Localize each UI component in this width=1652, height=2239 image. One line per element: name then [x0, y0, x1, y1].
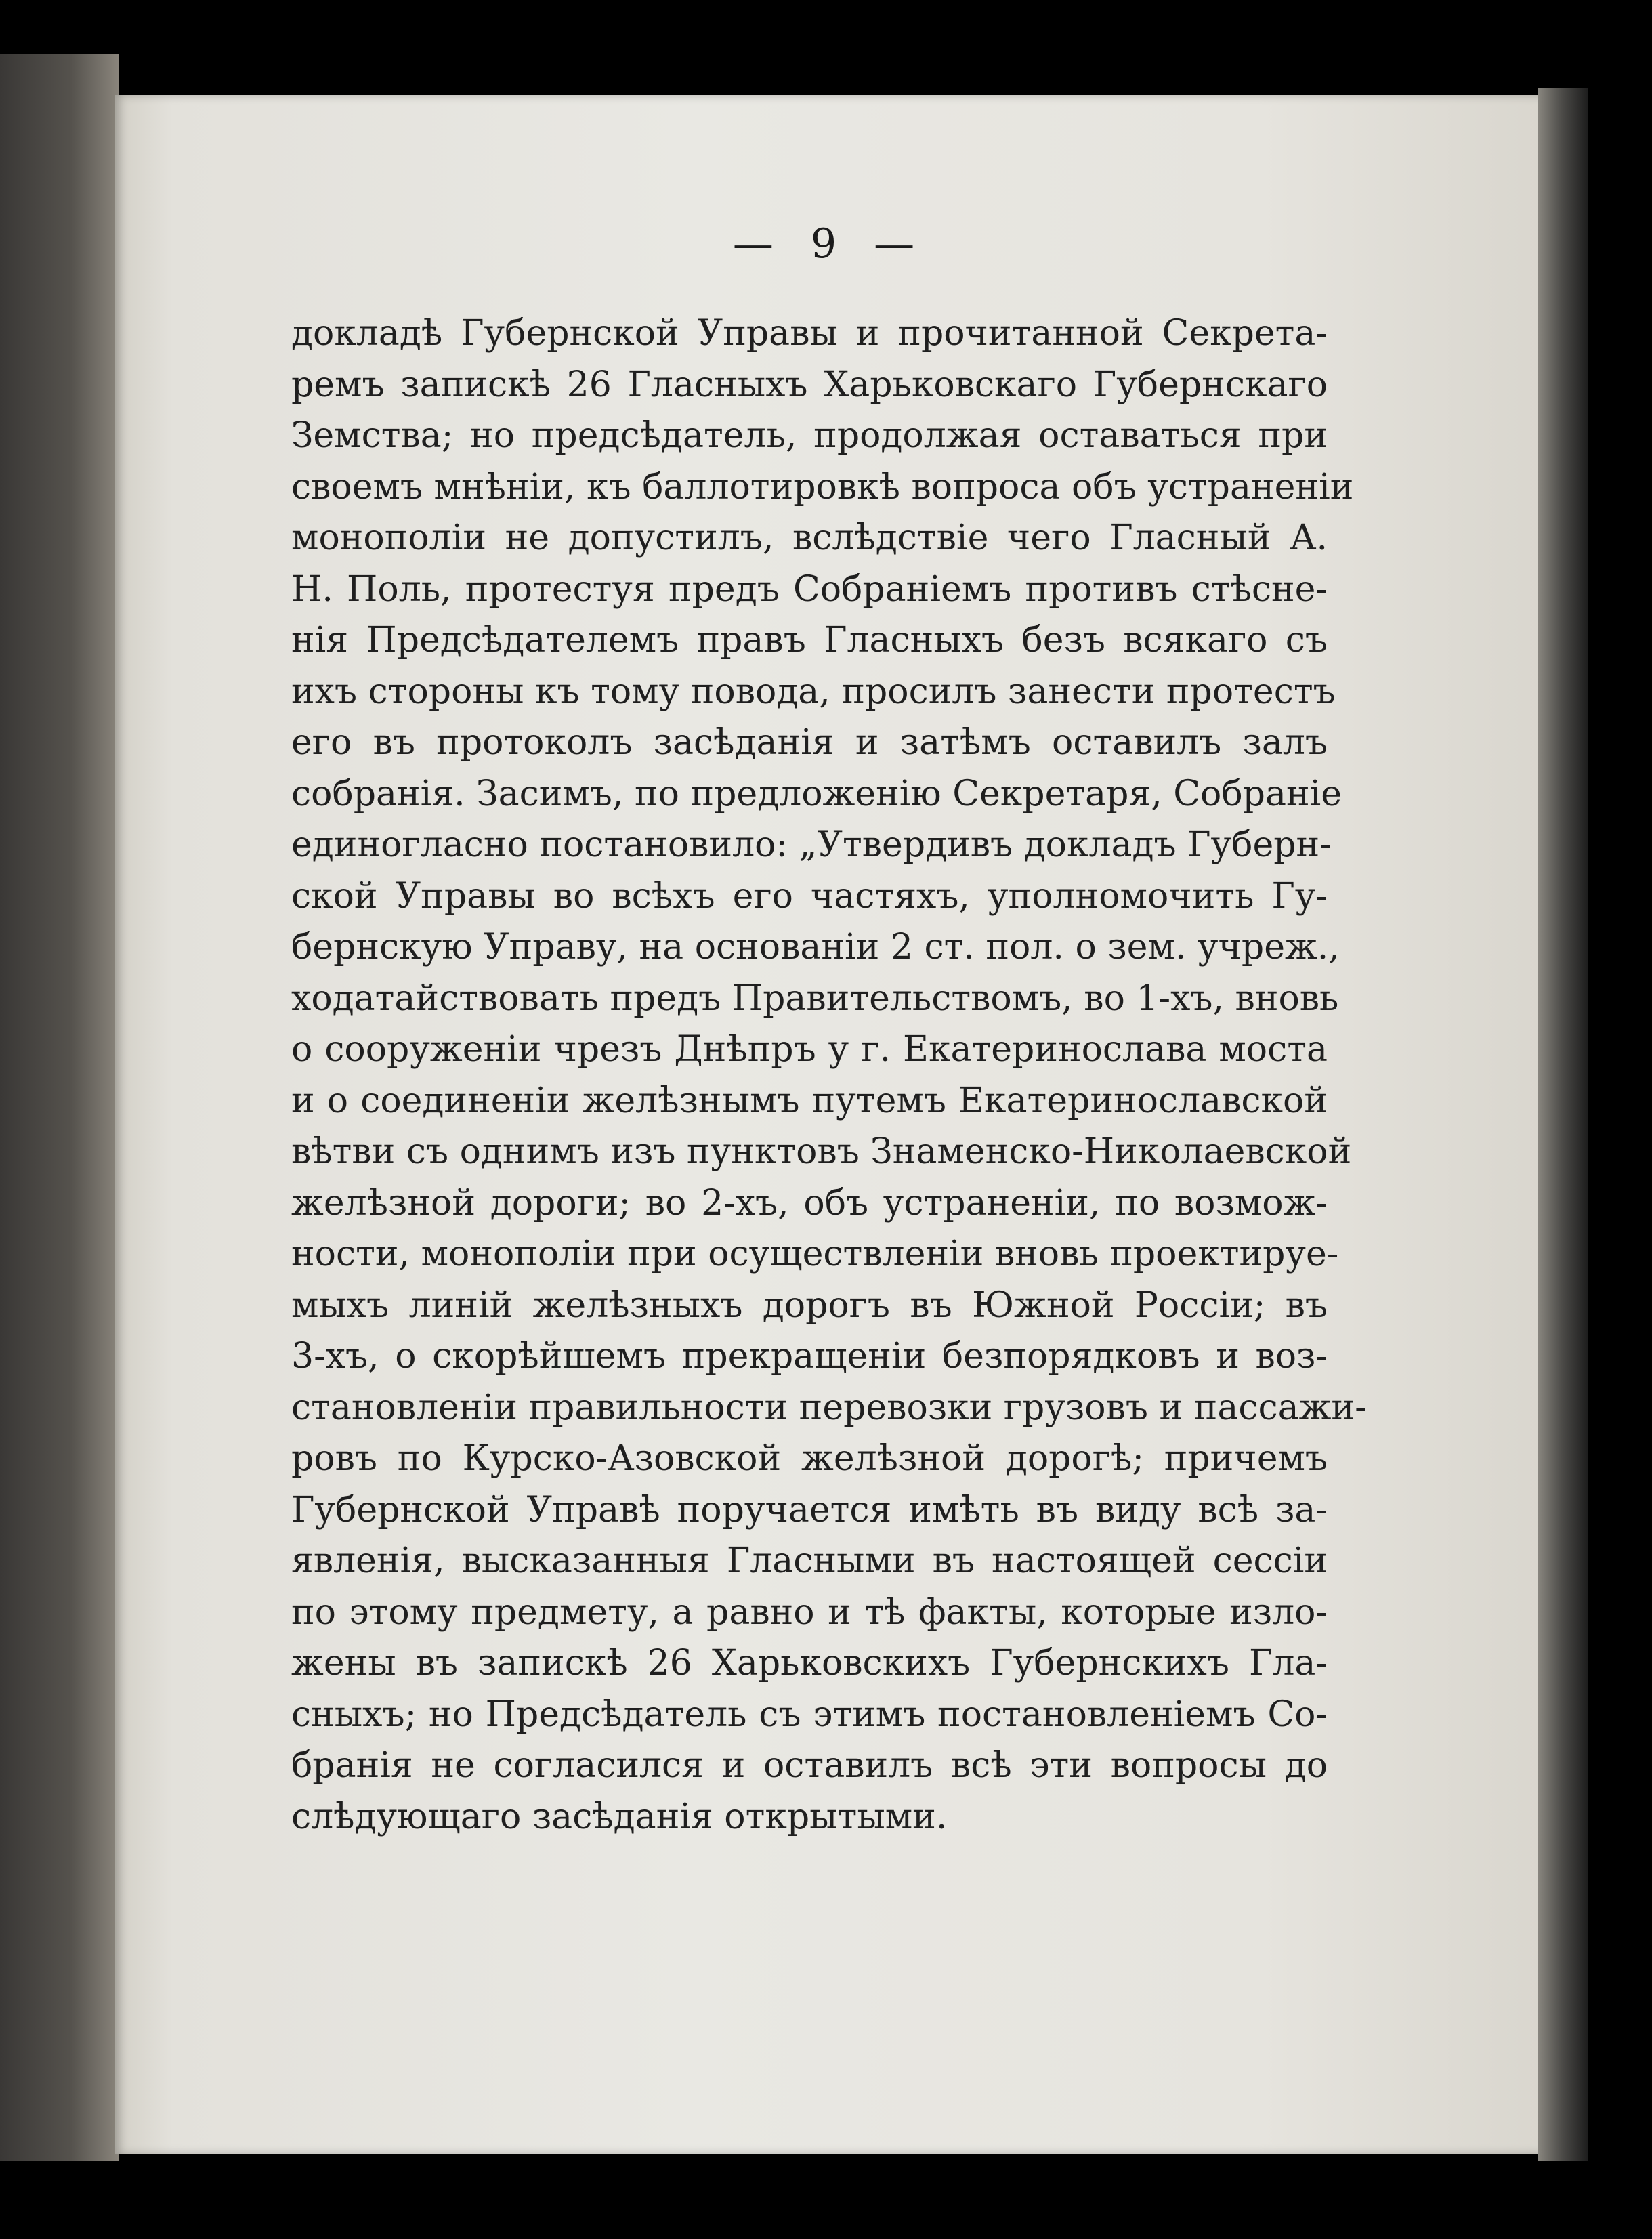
- text-line: нія Предсѣдателемъ правъ Гласныхъ безъ всякаго съ: [291, 620, 1328, 661]
- right-book-edge: [1538, 88, 1588, 2161]
- text-line: единогласно постановило: „Утвердивъ докладъ Губерн-: [291, 824, 1332, 865]
- text-line: жены въ запискѣ 26 Харьковскихъ Губернскихъ Гла-: [291, 1643, 1328, 1683]
- text-line: явленія, высказанныя Гласными въ настоящей сессіи: [291, 1541, 1328, 1581]
- text-line: ремъ запискѣ 26 Гласныхъ Харьковскаго Губернскаго: [291, 364, 1328, 405]
- text-line: бернскую Управу, на основаніи 2 ст. пол. о зем. учреж.,: [291, 927, 1340, 967]
- body-text: [291, 308, 1367, 1843]
- text-line: ходатайствовать предъ Правительствомъ, во 1-хъ, вновь: [291, 978, 1339, 1019]
- text-line: докладѣ Губернской Управы и прочитанной Секрета-: [291, 313, 1328, 354]
- text-line: своемъ мнѣніи, къ баллотировкѣ вопроса объ устраненіи: [291, 466, 1354, 507]
- text-line: ровъ по Курско-Азовской желѣзной дорогѣ; причемъ: [291, 1438, 1328, 1479]
- text-line: вѣтви съ однимъ изъ пунктовъ Знаменско-Николаевской: [291, 1131, 1352, 1172]
- text-line: собранія. Засимъ, по предложенію Секретаря, Собраніе: [291, 773, 1342, 814]
- text-line: монополіи не допустилъ, вслѣдствіе чего Гласный А.: [291, 518, 1328, 558]
- text-line: бранія не согласился и оставилъ всѣ эти вопросы до: [291, 1745, 1328, 1786]
- text-line: Земства; но предсѣдатель, продолжая оставаться при: [291, 415, 1328, 456]
- text-line: о сооруженіи чрезъ Днѣпръ у г. Екатеринослава моста: [291, 1029, 1328, 1070]
- text-line: и о соединеніи желѣзнымъ путемъ Екатеринославской: [291, 1080, 1328, 1121]
- text-line: становленіи правильности перевозки грузовъ и пассажи-: [291, 1387, 1367, 1428]
- text-line: ихъ стороны къ тому повода, просилъ занести протестъ: [291, 671, 1336, 712]
- text-line: желѣзной дороги; во 2-хъ, объ устраненіи, по возмож-: [291, 1182, 1328, 1223]
- text-line: слѣдующаго засѣданія открытыми.: [291, 1796, 948, 1837]
- text-line: Н. Поль, протестуя предъ Собраніемъ противъ стѣсне-: [291, 568, 1328, 610]
- text-line: Губернской Управѣ поручается имѣть въ виду всѣ за-: [291, 1489, 1328, 1530]
- page-number: — 9 —: [732, 220, 927, 268]
- text-line: сныхъ; но Предсѣдатель съ этимъ постановленіемъ Со-: [291, 1694, 1328, 1735]
- left-page-edge: [0, 54, 119, 2161]
- text-line: ности, монополіи при осуществленіи вновь проектируе-: [291, 1234, 1339, 1274]
- text-line: по этому предмету, а равно и тѣ факты, которые изло-: [291, 1591, 1328, 1633]
- text-line: его въ протоколъ засѣданія и затѣмъ оставилъ залъ: [291, 722, 1328, 763]
- text-line: ской Управы во всѣхъ его частяхъ, уполномочить Гу-: [291, 875, 1328, 917]
- text-line: 3-хъ, о скорѣйшемъ прекращеніи безпорядковъ и воз-: [291, 1336, 1328, 1377]
- text-line: мыхъ линій желѣзныхъ дорогъ въ Южной Россіи; въ: [291, 1284, 1328, 1326]
